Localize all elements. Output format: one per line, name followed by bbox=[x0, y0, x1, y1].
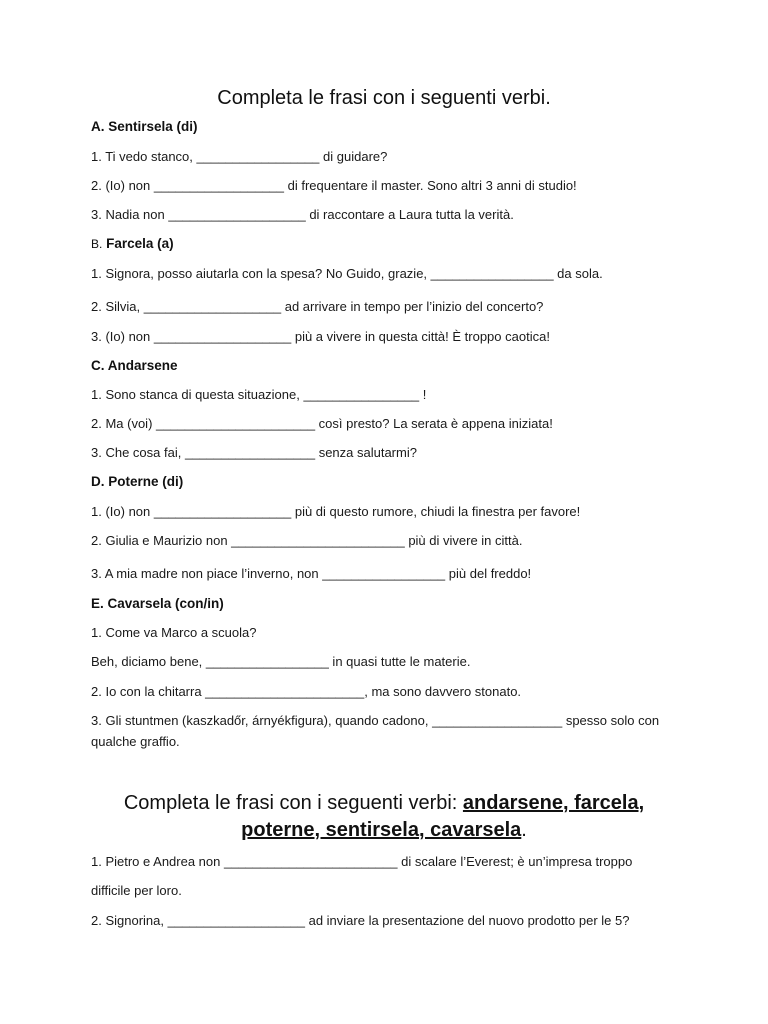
section-d-heading: D. Poterne (di) bbox=[91, 474, 184, 489]
exercise-2-line-2: 2. Signorina, ___________________ ad inviare la presentazione del nuovo prodotto per le 5? bbox=[91, 913, 630, 928]
section-d-line-1: 1. (Io) non ___________________ più di questo rumore, chiudi la finestra per favore! bbox=[91, 504, 581, 519]
section-b-letter: B. bbox=[91, 237, 103, 251]
section-e-heading: E. Cavarsela (con/in) bbox=[91, 596, 224, 611]
section-c-line-2: 2. Ma (voi) ______________________ così presto? La serata è appena iniziata! bbox=[91, 416, 553, 431]
exercise-2-keywords-1: andarsene, farcela, bbox=[462, 792, 645, 814]
section-a-line-3: 3. Nadia non ___________________ di raccontare a Laura tutta la verità. bbox=[91, 207, 514, 222]
section-b-line-1: 1. Signora, posso aiutarla con la spesa? No Guido, grazie, _________________ da sola. bbox=[91, 266, 603, 281]
section-c-line-1: 1. Sono stanca di questa situazione, ________________ ! bbox=[91, 387, 427, 402]
exercise-title: Completa le frasi con i seguenti verbi. bbox=[217, 87, 551, 109]
section-b-line-2: 2. Silvia, ___________________ ad arrivare in tempo per l’inizio del concerto? bbox=[91, 299, 544, 314]
section-a-line-1: 1. Ti vedo stanco, _________________ di guidare? bbox=[91, 149, 388, 164]
exercise-2-line-1-cont: difficile per loro. bbox=[91, 883, 182, 898]
exercise-2-title-prefix: Completa le frasi con i seguenti verbi: bbox=[123, 792, 463, 814]
section-a-heading: A. Sentirsela (di) bbox=[91, 119, 198, 134]
section-c-heading: C. Andarsene bbox=[91, 358, 178, 373]
section-d-line-2: 2. Giulia e Maurizio non ________________________ più di vivere in città. bbox=[91, 533, 523, 548]
section-e-line-2: Beh, diciamo bene, _________________ in quasi tutte le materie. bbox=[91, 654, 471, 669]
section-b-title: Farcela (a) bbox=[106, 236, 174, 251]
exercise-2-title bbox=[0, 790, 768, 844]
section-d-line-3: 3. A mia madre non piace l’inverno, non _________________ più del freddo! bbox=[91, 566, 532, 581]
exercise-2-title-suffix: . bbox=[521, 819, 527, 841]
section-a-line-2: 2. (Io) non __________________ di frequentare il master. Sono altri 3 anni di studio! bbox=[91, 178, 577, 193]
section-b-line-3: 3. (Io) non ___________________ più a vivere in questa città! È troppo caotica! bbox=[91, 329, 550, 344]
exercise-2-keywords-2: poterne, sentirsela, cavarsela bbox=[241, 819, 522, 841]
exercise-2-line-1: 1. Pietro e Andrea non ________________________ di scalare l’Everest; è un’impresa troppo bbox=[91, 854, 633, 869]
section-e-line-3: 2. Io con la chitarra ______________________, ma sono davvero stonato. bbox=[91, 684, 522, 699]
section-e-line-4: 3. Gli stuntmen (kaszkadőr, árnyékfigura), quando cadono, __________________ spesso solo con qualche graffio. bbox=[91, 713, 660, 749]
section-c-line-3: 3. Che cosa fai, __________________ senza salutarmi? bbox=[91, 445, 417, 460]
section-e-line-1: 1. Come va Marco a scuola? bbox=[91, 625, 257, 640]
section-b-heading bbox=[91, 236, 174, 251]
